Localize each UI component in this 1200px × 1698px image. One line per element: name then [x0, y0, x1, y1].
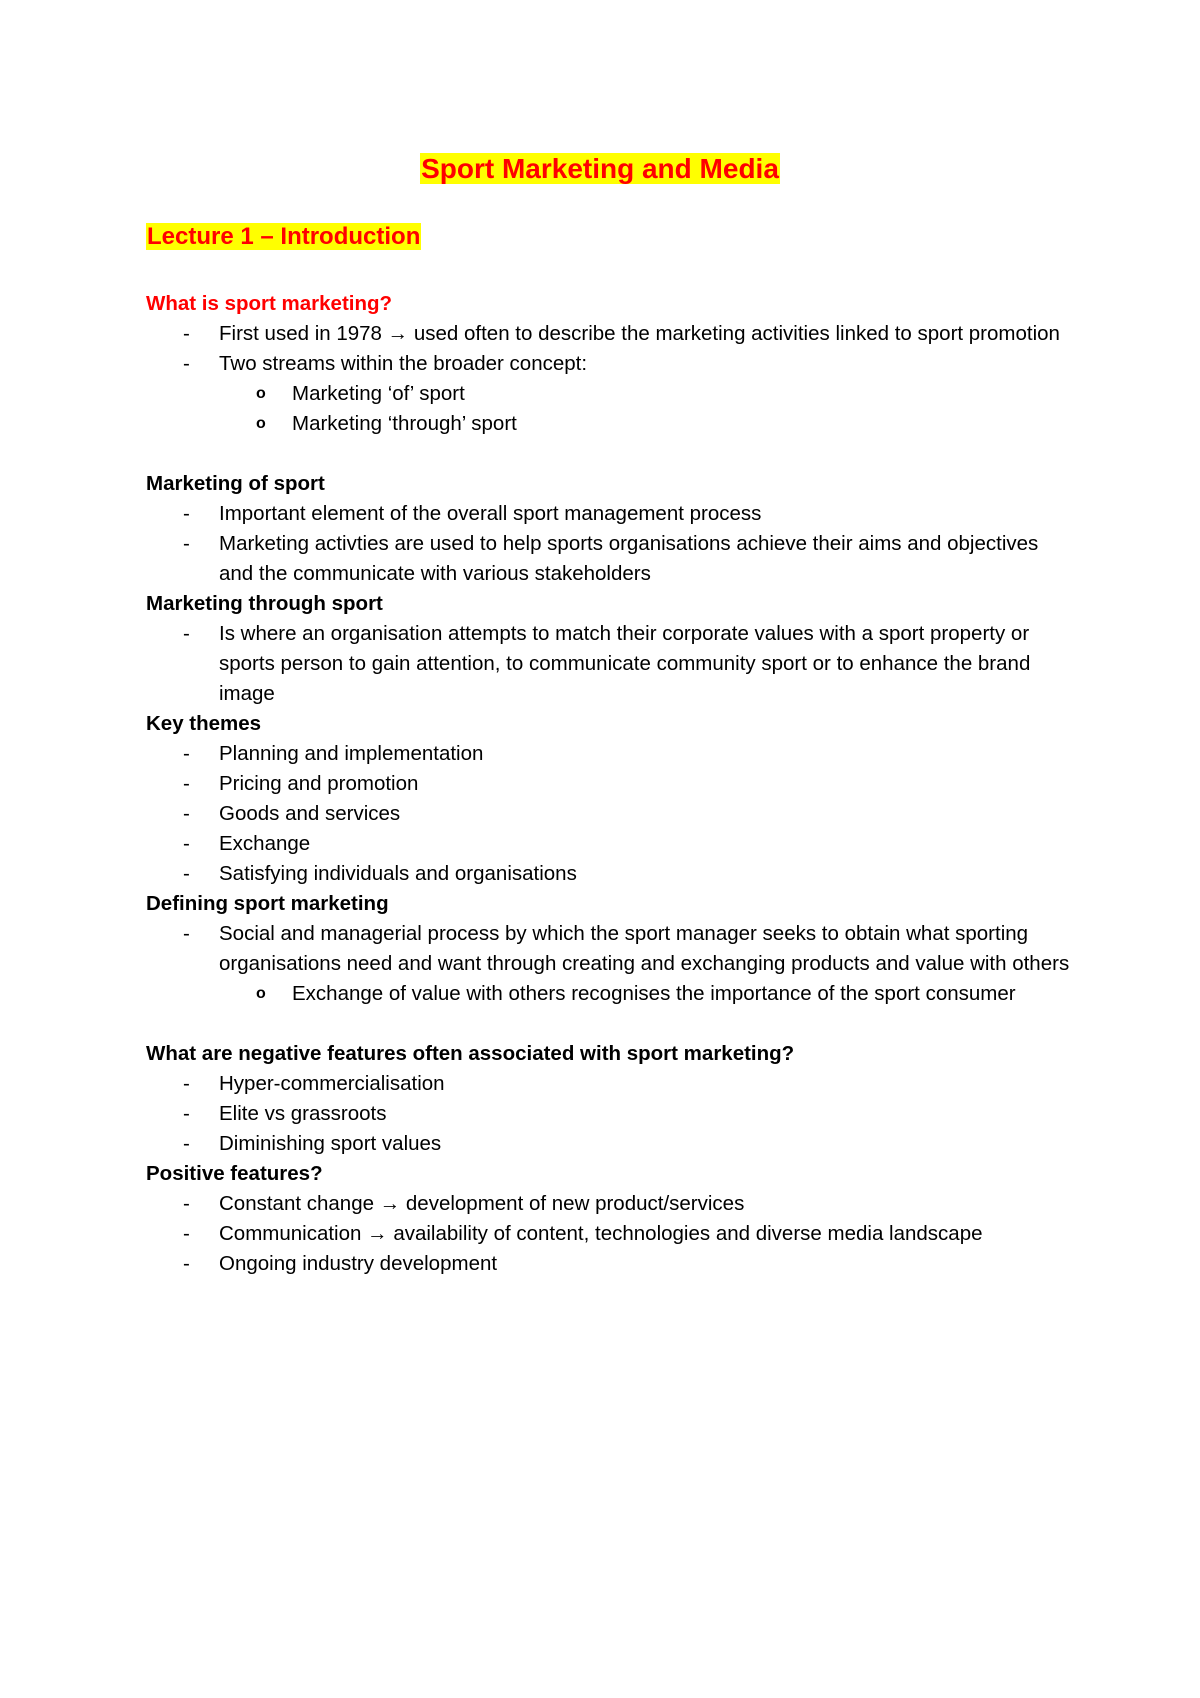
list-item-text: Elite vs grassroots	[219, 1102, 387, 1125]
list-item-text: First used in 1978	[219, 322, 388, 345]
list-item-text: Two streams within the broader concept:	[219, 352, 588, 375]
list-item-text: Goods and services	[219, 802, 401, 825]
section-heading-marketing-of-sport: Marketing of sport	[146, 472, 325, 495]
list-item-text: Is where an organisation attempts to match their corporate values with a sport property or sports person to gain attention, to communicate community sport or to enhance the brand image	[219, 622, 1031, 705]
list-item-text: Constant change	[219, 1192, 380, 1215]
dash-marker: -	[183, 1222, 190, 1245]
list-item-text: Exchange	[219, 832, 311, 855]
dash-marker: -	[183, 1102, 190, 1125]
lecture-heading-text: Lecture 1 – Introduction	[147, 223, 421, 250]
dash-marker: -	[183, 802, 190, 825]
list-item-text: Important element of the overall sport management process	[219, 502, 762, 525]
list-item-text: Marketing activties are used to help sports organisations achieve their aims and objectives and the communicate with various stakeholders	[219, 532, 1039, 585]
dash-marker: -	[183, 1132, 190, 1155]
dash-marker: -	[183, 532, 190, 555]
arrow-icon: →	[387, 322, 409, 345]
list-item	[146, 499, 1076, 529]
dash-marker: -	[183, 772, 190, 795]
dash-marker: -	[183, 1072, 190, 1095]
document-body	[146, 289, 1076, 1279]
dash-marker: -	[183, 922, 190, 945]
list-item	[146, 1219, 1076, 1249]
list-item	[146, 349, 1076, 379]
list-item	[146, 529, 1076, 589]
list-item	[146, 919, 1076, 979]
sub-list-item	[146, 379, 1076, 409]
list-item-text: availability of content, technologies and diverse media landscape	[387, 1222, 983, 1245]
sub-list-item	[146, 409, 1076, 439]
list-item-text: Communication	[219, 1222, 368, 1245]
dash-marker: -	[183, 322, 190, 345]
section-heading-negative-features: What are negative features often associated with sport marketing?	[146, 1042, 795, 1065]
section-heading-key-themes: Key themes	[146, 712, 262, 735]
section-heading-marketing-through-sport: Marketing through sport	[146, 592, 383, 615]
dash-marker: -	[183, 862, 190, 885]
list-item	[146, 739, 1076, 769]
section-heading-positive-features: Positive features?	[146, 1162, 323, 1185]
list-item-text: Pricing and promotion	[219, 772, 419, 795]
list-item-text: Ongoing industry development	[219, 1252, 498, 1275]
spacer	[146, 439, 1076, 469]
list-item-text: used often to describe the marketing activities linked to sport promotion	[408, 322, 1060, 345]
lecture-heading	[146, 220, 421, 254]
section-heading-defining-sport-marketing: Defining sport marketing	[146, 892, 389, 915]
sub-list-item-text: Marketing ‘through’ sport	[292, 412, 517, 435]
list-item	[146, 1069, 1076, 1099]
list-item	[146, 859, 1076, 889]
list-item-text: Diminishing sport values	[219, 1132, 442, 1155]
list-item	[146, 1189, 1076, 1219]
list-item	[146, 799, 1076, 829]
list-item-text: Satisfying individuals and organisations	[219, 862, 577, 885]
list-item-text: Social and managerial process by which the sport manager seeks to obtain what sporting organisations need and want through creating and exchanging products and value with others	[219, 922, 1070, 975]
list-item	[146, 1249, 1076, 1279]
circle-bullet-icon: o	[256, 985, 266, 1002]
document-title	[0, 149, 1200, 189]
document-title-text: Sport Marketing and Media	[421, 153, 779, 184]
dash-marker: -	[183, 1252, 190, 1275]
section-heading-what-is-sport-marketing: What is sport marketing?	[146, 292, 393, 315]
dash-marker: -	[183, 1192, 190, 1215]
list-item	[146, 619, 1076, 709]
list-item	[146, 829, 1076, 859]
sub-list-item-text: Marketing ‘of’ sport	[292, 382, 465, 405]
dash-marker: -	[183, 352, 190, 375]
sub-list-item-text: Exchange of value with others recognises the importance of the sport consumer	[292, 982, 1016, 1005]
list-item	[146, 319, 1076, 349]
dash-marker: -	[183, 832, 190, 855]
arrow-icon: →	[367, 1222, 388, 1245]
list-item	[146, 769, 1076, 799]
list-item-text: Hyper-commercialisation	[219, 1072, 445, 1095]
list-item	[146, 1099, 1076, 1129]
list-item-text: Planning and implementation	[219, 742, 484, 765]
dash-marker: -	[183, 502, 190, 525]
spacer	[146, 1009, 1076, 1039]
list-item-text: development of new product/services	[400, 1192, 745, 1215]
list-item	[146, 1129, 1076, 1159]
circle-bullet-icon: o	[256, 415, 266, 432]
arrow-icon: →	[379, 1192, 401, 1215]
dash-marker: -	[183, 622, 190, 645]
circle-bullet-icon: o	[256, 385, 266, 402]
sub-list-item	[146, 979, 1076, 1009]
dash-marker: -	[183, 742, 190, 765]
